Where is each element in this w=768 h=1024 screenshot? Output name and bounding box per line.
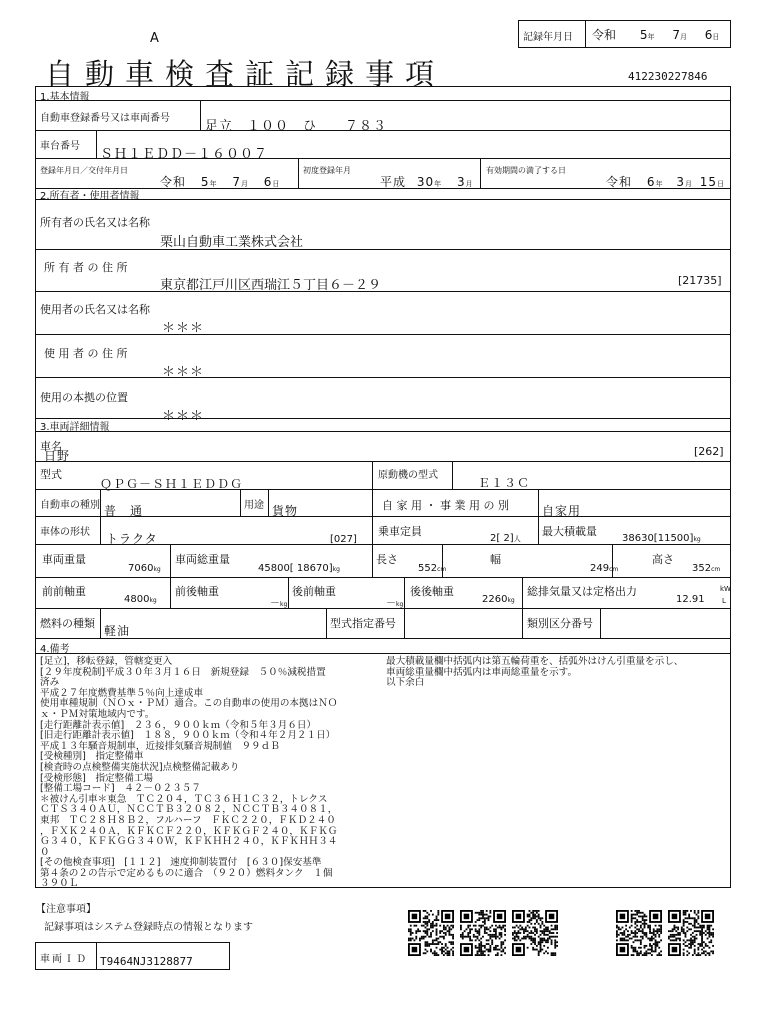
base-label: 使用の本拠の位置 xyxy=(40,391,128,404)
user-name-label: 使用者の氏名又は名称 xyxy=(40,303,150,316)
displacement-unit-l: L xyxy=(722,597,726,605)
body-code: [027] xyxy=(330,534,357,545)
vehicle-id-value: T9464NJ3128877 xyxy=(100,955,193,968)
first-reg-value: 平成 30年 3月 xyxy=(380,175,474,189)
owner-name-value: 栗山自動車工業株式会社 xyxy=(160,235,304,250)
vehicle-name-label: 車名 xyxy=(40,440,62,453)
reg-no-label: 自動車登録番号又は車両番号 xyxy=(40,113,170,124)
section-basic-heading: 1.基本情報 xyxy=(40,92,90,103)
remarks-left: [足立]，移転登録，管轄変更入 [２９年度税制]平成３０年３月１６日 新規登録 ５０％減税措置 済み 平成２７年度燃費基準５％向上達成車 使用車種規制（ＮＯｘ・ＰＭ）適合。この自動車の使用の本拠はＮＯ ｘ・ＰＭ対策地域内です。 [走行距離計表示値] ２３６，９００ｋｍ（令和５年３月６日） [旧走行距離計表示値] １８８，９００ｋｍ（令和４年２月２１日） 平成１３年騒音規制車，近接排気騒音規制値 ９９ｄＢ [受検種別] 指定整備車 [検査時の点検整備実施状況]点検整備記載あり [受検形態] 指定整備工場 [整備工場コード] ４２－０２３５７ ＊被けん引車＊東急 ＴＣ２０４，ＴＣ３６Ｈ１Ｃ３２，トレクス ＣＴＳ３４０ＡＵ，ＮＣＣＴＢ３２０８２，ＮＣＣＴＢ３４０８１， 東邦 ＴＣ２８Ｈ８Ｂ２，フルハーフ ＦＫＣ２２０，ＦＫＤ２４０ ，ＦＸＫ２４０Ａ，ＫＦＫＣＦ２２０，ＫＦＫＧＦ２４０，ＫＦＫＧ Ｇ３４０，ＫＦＫＧＧ３４０Ｗ，ＫＦＫＨＨ２４０，ＫＦＫＨＨ３４ ０ [その他検査事項] [１１２] 速度抑制装置付 [６３０]保安基準 第４条の２の告示で定めるものに適合 （９２０）燃料タンク １個 ３９０Ｌ xyxy=(40,656,338,890)
fr-axle-label: 前後軸重 xyxy=(175,585,219,598)
vehicle-name-code: [262] xyxy=(694,445,724,458)
section-owner-heading: 2.所有者・使用者情報 xyxy=(40,191,140,202)
weight-value: 7060kg xyxy=(128,563,161,574)
record-date-label: 記録年月日 xyxy=(523,32,573,43)
engine-value: Ｅ１３Ｃ xyxy=(478,476,531,490)
section-remarks-heading: 4.備考 xyxy=(40,644,70,655)
owner-addr-code: [21735] xyxy=(678,274,722,287)
qr-code-5 xyxy=(668,910,714,956)
gross-value: 45800[ 18670]kg xyxy=(258,563,340,574)
width-label: 幅 xyxy=(490,553,501,566)
qr-code-2 xyxy=(460,910,506,956)
kind-value: 普 通 xyxy=(104,504,144,518)
displacement-unit-kw: kW xyxy=(720,585,731,593)
notes-heading: 【注意事項】 xyxy=(36,904,96,915)
document-number: 412230227846 xyxy=(628,70,708,83)
height-value: 352cm xyxy=(692,563,721,574)
owner-addr-value: 東京都江戸川区西瑞江５丁目６－２９ xyxy=(160,278,382,293)
document-title: 自動車検査証記録事項 xyxy=(45,57,446,91)
capacity-value: 2[ 2]人 xyxy=(490,533,521,544)
private-value: 自家用 xyxy=(542,504,582,518)
user-name-value: ＊＊＊ xyxy=(162,321,205,336)
ff-axle-value: 4800kg xyxy=(124,594,157,605)
user-addr-label: 使 用 者 の 住 所 xyxy=(44,347,128,360)
model-label: 型式 xyxy=(40,468,62,481)
chassis-label: 車台番号 xyxy=(40,141,80,152)
category-label: 類別区分番号 xyxy=(527,617,593,630)
fr-axle-value: －kg xyxy=(270,598,288,609)
qr-code-4 xyxy=(616,910,662,956)
body-label: 車体の形状 xyxy=(40,527,90,538)
section-vehicle-heading: 3.車両詳細情報 xyxy=(40,422,110,433)
qr-code-1 xyxy=(408,910,454,956)
displacement-label: 総排気量又は定格出力 xyxy=(527,585,637,598)
engine-label: 原動機の型式 xyxy=(378,470,438,481)
body-value: トラクタ xyxy=(106,532,158,546)
use-value: 貨物 xyxy=(272,504,299,518)
first-reg-label: 初度登録年月 xyxy=(303,166,351,175)
height-label: 高さ xyxy=(652,553,674,566)
header-mark: A xyxy=(150,31,159,46)
record-date-value: 令和 5年 7月 6日 xyxy=(592,28,720,42)
length-label: 長さ xyxy=(376,553,398,566)
length-value: 552cm xyxy=(418,563,447,574)
max-load-value: 38630[11500]kg xyxy=(622,533,701,544)
reg-date-label: 登録年月日／交付年月日 xyxy=(40,166,128,175)
rr-axle-value: 2260kg xyxy=(482,594,515,605)
type-designation-label: 型式指定番号 xyxy=(330,617,396,630)
reg-no-value: 足立 １００ ひ ７８３ xyxy=(205,119,388,134)
max-load-label: 最大積載量 xyxy=(542,525,597,538)
use-label: 用途 xyxy=(244,500,264,511)
fuel-value: 軽油 xyxy=(104,624,131,638)
rf-axle-label: 後前軸重 xyxy=(292,585,336,598)
width-value: 249cm xyxy=(590,563,619,574)
displacement-value: 12.91 xyxy=(676,594,705,605)
fuel-label: 燃料の種類 xyxy=(40,617,95,630)
user-addr-value: ＊＊＊ xyxy=(162,365,205,380)
kind-label: 自動車の種別 xyxy=(40,500,100,511)
rr-axle-label: 後後軸重 xyxy=(410,585,454,598)
qr-code-3 xyxy=(512,910,558,956)
model-value: ＱＰＧ－ＳＨ１ＥＤＤＧ xyxy=(100,477,244,491)
private-label: 自 家 用 ・ 事 業 用 の 別 xyxy=(382,499,509,512)
vehicle-name-value: 日野 xyxy=(44,449,71,463)
rf-axle-value: －kg xyxy=(386,598,404,609)
capacity-label: 乗車定員 xyxy=(378,525,422,538)
weight-label: 車両重量 xyxy=(42,553,86,566)
base-value: ＊＊＊ xyxy=(162,409,205,424)
owner-addr-label: 所 有 者 の 住 所 xyxy=(44,261,128,274)
vehicle-id-label: 車両ＩＤ xyxy=(40,954,88,965)
remarks-right: 最大積載量欄中括弧内は第五輪荷重を、括弧外はけん引重量を示し、 車両総重量欄中括弧内は車両総重量を示す。 以下余白 xyxy=(386,656,684,689)
ff-axle-label: 前前軸重 xyxy=(42,585,86,598)
expiry-value: 令和 6年 3月 15日 xyxy=(606,175,726,189)
notes-text: 記録事項はシステム登録時点の情報となります xyxy=(44,922,253,933)
gross-label: 車両総重量 xyxy=(175,553,230,566)
reg-date-value: 令和 5年 7月 6日 xyxy=(160,175,281,189)
owner-name-label: 所有者の氏名又は名称 xyxy=(40,216,150,229)
chassis-value: ＳＨ１ＥＤＤ－１６００７ xyxy=(100,147,269,162)
expiry-label: 有効期間の満了する日 xyxy=(486,166,566,175)
